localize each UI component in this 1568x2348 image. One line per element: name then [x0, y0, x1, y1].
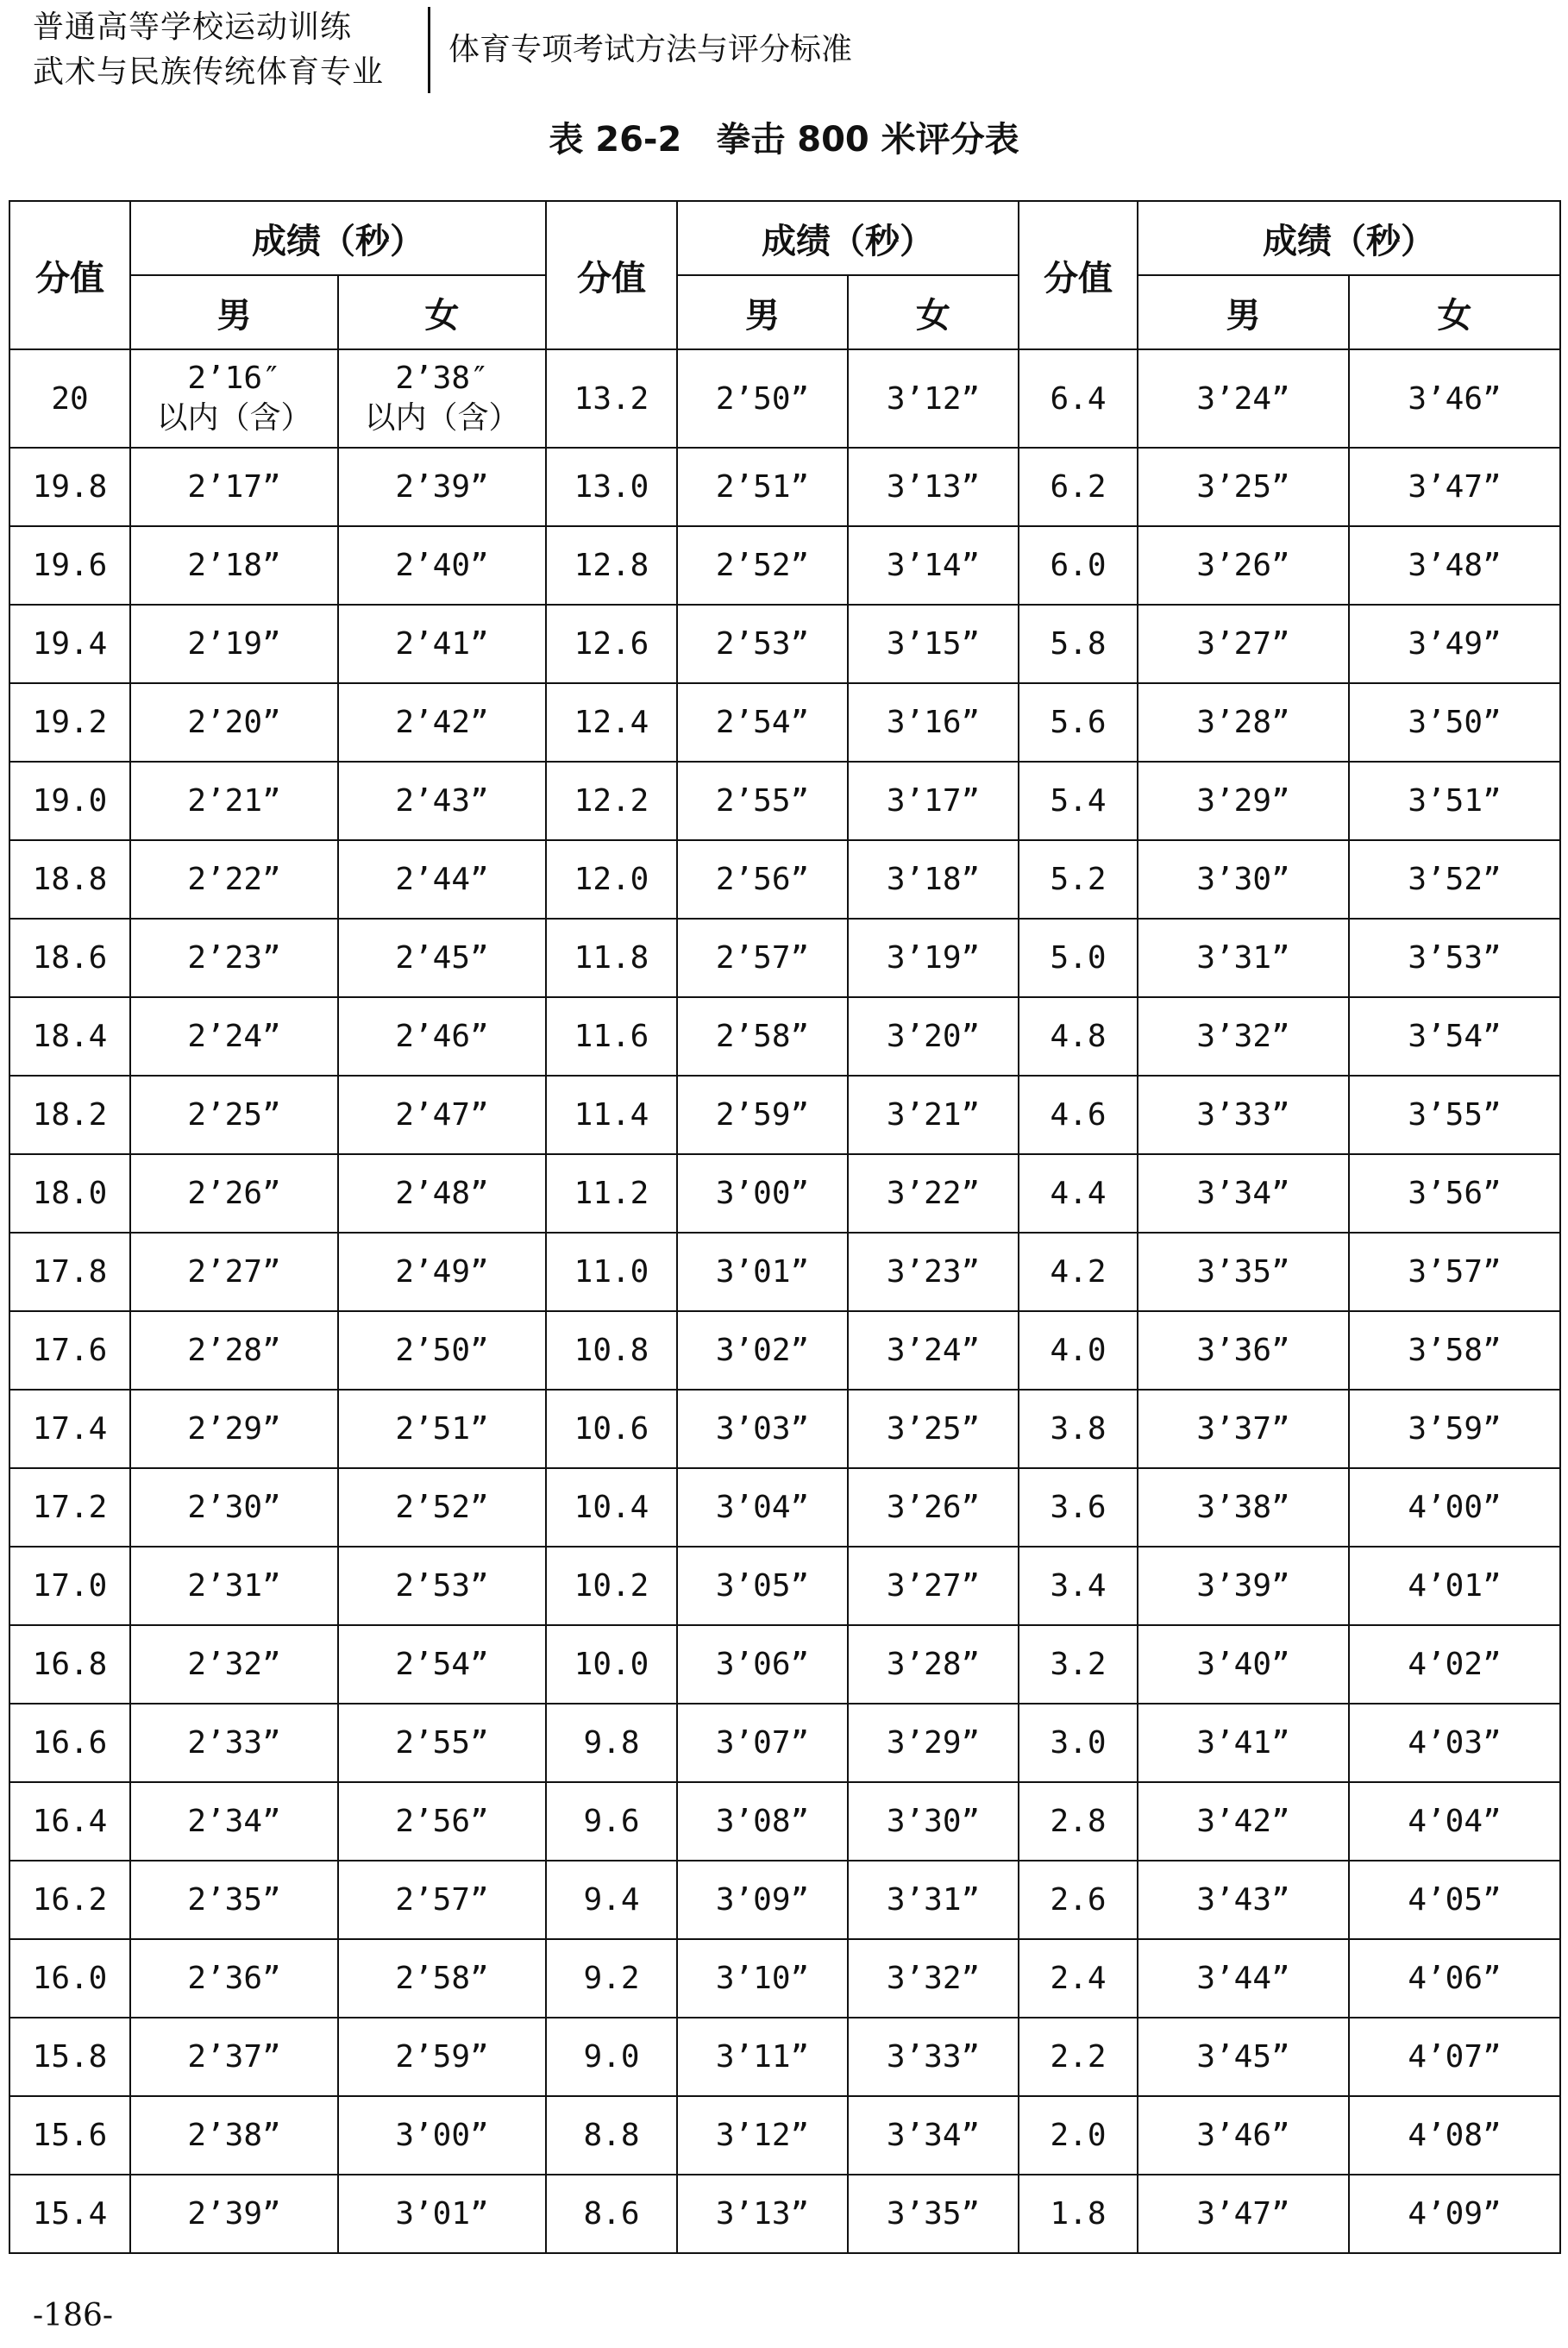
male-time-cell: 2’28” [130, 1311, 338, 1390]
table-row [9, 1390, 1560, 1468]
female-time-cell: 4’09” [1349, 2175, 1560, 2253]
male-time-cell: 2’21” [130, 762, 338, 840]
male-time-cell: 3’33” [1138, 1076, 1349, 1154]
score-cell: 11.4 [546, 1076, 677, 1154]
score-cell: 17.8 [9, 1233, 130, 1311]
score-cell: 6.4 [1019, 349, 1138, 448]
score-cell: 10.4 [546, 1468, 677, 1547]
score-cell: 2.6 [1019, 1861, 1138, 1939]
score-cell: 4.8 [1019, 997, 1138, 1076]
male-time-cell: 2’25” [130, 1076, 338, 1154]
male-time-cell: 3’42” [1138, 1782, 1349, 1861]
score-cell: 16.6 [9, 1704, 130, 1782]
male-column-header: 男 [677, 275, 848, 349]
male-time-cell: 2’37” [130, 2018, 338, 2096]
score-cell: 10.6 [546, 1390, 677, 1468]
female-time-cell: 3’57” [1349, 1233, 1560, 1311]
female-time-cell: 2’42” [338, 683, 546, 762]
score-table [9, 200, 1561, 2254]
table-title: 表 26-2 拳击 800 米评分表 [549, 120, 1019, 160]
score-cell: 5.8 [1019, 605, 1138, 683]
female-time-cell: 4’01” [1349, 1547, 1560, 1625]
male-time-cell: 3’35” [1138, 1233, 1349, 1311]
female-time-cell: 2’48” [338, 1154, 546, 1233]
female-time-cell: 2’51” [338, 1390, 546, 1468]
score-cell: 15.6 [9, 2096, 130, 2175]
score-cell: 8.6 [546, 2175, 677, 2253]
female-time-cell: 4’05” [1349, 1861, 1560, 1939]
male-column-header: 男 [130, 275, 338, 349]
table-row [9, 762, 1560, 840]
score-cell: 17.4 [9, 1390, 130, 1468]
female-time-cell: 3’53” [1349, 919, 1560, 997]
score-cell: 4.2 [1019, 1233, 1138, 1311]
score-column-header: 分值 [546, 201, 677, 349]
score-cell: 11.0 [546, 1233, 677, 1311]
female-time-cell: 3’27” [848, 1547, 1019, 1625]
score-cell: 3.0 [1019, 1704, 1138, 1782]
male-time-cell: 3’03” [677, 1390, 848, 1468]
score-cell: 6.2 [1019, 448, 1138, 526]
result-column-header: 成绩（秒） [677, 201, 1019, 275]
header-left-block [33, 5, 425, 95]
score-cell: 9.0 [546, 2018, 677, 2096]
male-time-cell: 2’34” [130, 1782, 338, 1861]
table-row [9, 1547, 1560, 1625]
score-cell: 12.4 [546, 683, 677, 762]
female-time-cell: 2’47” [338, 1076, 546, 1154]
female-time-cell: 2’44” [338, 840, 546, 919]
table-row [9, 997, 1560, 1076]
female-time-cell: 3’54” [1349, 997, 1560, 1076]
male-time-cell: 2’23” [130, 919, 338, 997]
score-cell: 13.2 [546, 349, 677, 448]
male-time-cell: 3’47” [1138, 2175, 1349, 2253]
score-cell: 13.0 [546, 448, 677, 526]
female-time-cell: 4’03” [1349, 1704, 1560, 1782]
female-time-note: 以内（含） [364, 400, 520, 436]
score-cell: 5.2 [1019, 840, 1138, 919]
female-time-cell: 3’21” [848, 1076, 1019, 1154]
score-cell: 10.0 [546, 1625, 677, 1704]
male-time-cell: 2’35” [130, 1861, 338, 1939]
score-cell: 12.6 [546, 605, 677, 683]
male-time-cell: 3’43” [1138, 1861, 1349, 1939]
female-time-cell: 3’15” [848, 605, 1019, 683]
female-time-cell: 3’51” [1349, 762, 1560, 840]
score-cell: 18.0 [9, 1154, 130, 1233]
male-time-cell: 2’22” [130, 840, 338, 919]
table-header-row-1 [9, 201, 1560, 275]
score-cell: 1.8 [1019, 2175, 1138, 2253]
male-time-cell: 2’29” [130, 1390, 338, 1468]
female-time-cell: 2’58” [338, 1939, 546, 2018]
score-cell: 4.4 [1019, 1154, 1138, 1233]
table-row [9, 2096, 1560, 2175]
table-row [9, 1154, 1560, 1233]
male-time-cell: 2’31” [130, 1547, 338, 1625]
female-time-cell: 3’55” [1349, 1076, 1560, 1154]
table-row [9, 1311, 1560, 1390]
male-time-cell: 2’50” [677, 349, 848, 448]
score-column-header: 分值 [1019, 201, 1138, 349]
female-column-header: 女 [1349, 275, 1560, 349]
male-time-cell: 2’18” [130, 526, 338, 605]
score-cell: 6.0 [1019, 526, 1138, 605]
male-time-cell: 3’10” [677, 1939, 848, 2018]
male-time-cell: 2’30” [130, 1468, 338, 1547]
score-cell: 3.8 [1019, 1390, 1138, 1468]
score-cell: 2.8 [1019, 1782, 1138, 1861]
male-time-cell: 3’37” [1138, 1390, 1349, 1468]
female-time-cell: 2’50” [338, 1311, 546, 1390]
female-time-cell: 3’24” [848, 1311, 1019, 1390]
score-cell: 9.6 [546, 1782, 677, 1861]
score-cell: 12.0 [546, 840, 677, 919]
score-cell: 20 [9, 349, 130, 448]
table-row [9, 1861, 1560, 1939]
score-cell: 5.6 [1019, 683, 1138, 762]
female-time-cell: 4’00” [1349, 1468, 1560, 1547]
score-cell: 2.4 [1019, 1939, 1138, 2018]
female-time-cell: 3’52” [1349, 840, 1560, 919]
male-time-cell: 3’40” [1138, 1625, 1349, 1704]
table-row [9, 2018, 1560, 2096]
male-time-cell: 3’11” [677, 2018, 848, 2096]
table-row [9, 1625, 1560, 1704]
score-cell: 18.4 [9, 997, 130, 1076]
male-time-cell: 3’04” [677, 1468, 848, 1547]
female-column-header: 女 [338, 275, 546, 349]
score-cell: 9.2 [546, 1939, 677, 2018]
female-time-cell: 3’29” [848, 1704, 1019, 1782]
male-time-cell: 2’39” [130, 2175, 338, 2253]
male-time-cell: 3’09” [677, 1861, 848, 1939]
female-time-cell: 3’16” [848, 683, 1019, 762]
male-time-cell: 3’05” [677, 1547, 848, 1625]
score-cell: 9.4 [546, 1861, 677, 1939]
female-time-cell: 2’52” [338, 1468, 546, 1547]
score-cell: 3.4 [1019, 1547, 1138, 1625]
female-time-cell: 3’30” [848, 1782, 1019, 1861]
score-column-header: 分值 [9, 201, 130, 349]
score-cell: 19.6 [9, 526, 130, 605]
table-row [9, 448, 1560, 526]
female-time-cell: 2’59” [338, 2018, 546, 2096]
score-cell: 18.6 [9, 919, 130, 997]
male-time-cell: 2’59” [677, 1076, 848, 1154]
male-time-cell: 3’13” [677, 2175, 848, 2253]
score-cell: 5.4 [1019, 762, 1138, 840]
table-row [9, 1939, 1560, 2018]
male-time-cell: 2’19” [130, 605, 338, 683]
female-time-cell: 2’55” [338, 1704, 546, 1782]
female-time-cell: 2’57” [338, 1861, 546, 1939]
male-time-cell: 2’54” [677, 683, 848, 762]
female-time-cell: 4’06” [1349, 1939, 1560, 2018]
male-time-cell: 2’20” [130, 683, 338, 762]
table-header-row-2 [9, 275, 1560, 349]
female-time-cell: 3’13” [848, 448, 1019, 526]
score-cell: 11.2 [546, 1154, 677, 1233]
result-column-header: 成绩（秒） [1138, 201, 1560, 275]
male-time-cell: 3’45” [1138, 2018, 1349, 2096]
male-time-cell: 2’57” [677, 919, 848, 997]
score-cell: 17.2 [9, 1468, 130, 1547]
score-cell: 15.8 [9, 2018, 130, 2096]
male-time-cell: 3’07” [677, 1704, 848, 1782]
female-time-cell: 4’07” [1349, 2018, 1560, 2096]
male-time-cell: 2’38” [130, 2096, 338, 2175]
header-divider [428, 7, 430, 93]
female-time-cell: 4’08” [1349, 2096, 1560, 2175]
male-time-cell: 3’24” [1138, 349, 1349, 448]
female-time-cell: 2’41” [338, 605, 546, 683]
male-time-cell: 2’55” [677, 762, 848, 840]
male-time-cell: 2’51” [677, 448, 848, 526]
female-time-cell: 2’56” [338, 1782, 546, 1861]
score-cell: 12.8 [546, 526, 677, 605]
female-time-cell: 3’18” [848, 840, 1019, 919]
score-cell: 8.8 [546, 2096, 677, 2175]
male-time-cell: 3’28” [1138, 683, 1349, 762]
score-cell: 19.4 [9, 605, 130, 683]
female-time-cell: 3’19” [848, 919, 1019, 997]
female-time-cell: 2’40” [338, 526, 546, 605]
score-cell: 10.2 [546, 1547, 677, 1625]
score-cell: 10.8 [546, 1311, 677, 1390]
male-time-cell: 2’53” [677, 605, 848, 683]
female-time-cell: 4’02” [1349, 1625, 1560, 1704]
score-cell: 16.0 [9, 1939, 130, 2018]
score-cell: 3.2 [1019, 1625, 1138, 1704]
table-row [9, 349, 1560, 448]
score-cell: 4.0 [1019, 1311, 1138, 1390]
score-cell: 5.0 [1019, 919, 1138, 997]
male-time-cell: 3’02” [677, 1311, 848, 1390]
male-time-cell: 2’33” [130, 1704, 338, 1782]
score-cell: 16.2 [9, 1861, 130, 1939]
female-time-cell: 3’28” [848, 1625, 1019, 1704]
score-cell: 18.8 [9, 840, 130, 919]
table-row [9, 2175, 1560, 2253]
male-time-note: 以内（含） [156, 400, 312, 436]
header-line-2: 武术与民族传统体育专业 [33, 54, 385, 90]
male-time-cell: 3’01” [677, 1233, 848, 1311]
female-time-cell: 3’26” [848, 1468, 1019, 1547]
female-time-cell: 3’33” [848, 2018, 1019, 2096]
score-cell: 12.2 [546, 762, 677, 840]
score-cell: 17.6 [9, 1311, 130, 1390]
female-time-cell: 2’46” [338, 997, 546, 1076]
male-time-cell: 2’24” [130, 997, 338, 1076]
male-time-cell: 3’06” [677, 1625, 848, 1704]
male-time-cell: 3’38” [1138, 1468, 1349, 1547]
score-cell: 17.0 [9, 1547, 130, 1625]
female-time-cell: 3’32” [848, 1939, 1019, 2018]
male-time-cell: 2’52” [677, 526, 848, 605]
male-time-cell: 3’32” [1138, 997, 1349, 1076]
score-cell: 16.4 [9, 1782, 130, 1861]
male-time-cell: 3’25” [1138, 448, 1349, 526]
male-time-cell: 3’29” [1138, 762, 1349, 840]
score-cell: 2.0 [1019, 2096, 1138, 2175]
female-time-cell: 2’43” [338, 762, 546, 840]
female-time-cell: 3’59” [1349, 1390, 1560, 1468]
female-time-cell: 3’25” [848, 1390, 1019, 1468]
female-time-cell: 2’53” [338, 1547, 546, 1625]
male-time-cell [130, 349, 338, 448]
female-time-cell: 3’58” [1349, 1311, 1560, 1390]
female-time-cell: 2’49” [338, 1233, 546, 1311]
male-time-cell: 3’31” [1138, 919, 1349, 997]
male-time-cell: 2’58” [677, 997, 848, 1076]
table-row [9, 919, 1560, 997]
table-row [9, 683, 1560, 762]
female-time-cell: 3’01” [338, 2175, 546, 2253]
male-column-header: 男 [1138, 275, 1349, 349]
male-time-cell: 2’27” [130, 1233, 338, 1311]
header-line-1: 普通高等学校运动训练 [33, 9, 353, 45]
female-time-cell: 3’48” [1349, 526, 1560, 605]
score-cell: 9.8 [546, 1704, 677, 1782]
female-time-cell: 2’45” [338, 919, 546, 997]
score-cell: 4.6 [1019, 1076, 1138, 1154]
score-cell: 11.6 [546, 997, 677, 1076]
female-time-value: 2’38″ [395, 361, 489, 396]
female-time-cell: 3’12” [848, 349, 1019, 448]
table-row [9, 1233, 1560, 1311]
table-row [9, 1468, 1560, 1547]
female-time-cell: 3’14” [848, 526, 1019, 605]
table-row [9, 605, 1560, 683]
male-time-cell: 3’12” [677, 2096, 848, 2175]
female-time-cell: 3’50” [1349, 683, 1560, 762]
page-number: -186- [33, 2298, 114, 2333]
male-time-cell: 3’30” [1138, 840, 1349, 919]
female-time-cell: 3’46” [1349, 349, 1560, 448]
female-time-cell: 3’35” [848, 2175, 1019, 2253]
female-time-cell: 3’17” [848, 762, 1019, 840]
result-column-header: 成绩（秒） [130, 201, 546, 275]
female-time-cell: 2’39” [338, 448, 546, 526]
score-cell: 15.4 [9, 2175, 130, 2253]
header-right-title: 体育专项考试方法与评分标准 [448, 32, 853, 67]
female-time-cell: 3’47” [1349, 448, 1560, 526]
male-time-cell: 2’17” [130, 448, 338, 526]
female-time-cell [338, 349, 546, 448]
male-time-cell: 3’00” [677, 1154, 848, 1233]
male-time-cell: 3’46” [1138, 2096, 1349, 2175]
male-time-cell: 3’44” [1138, 1939, 1349, 2018]
score-cell: 19.8 [9, 448, 130, 526]
score-cell: 2.2 [1019, 2018, 1138, 2096]
male-time-cell: 2’36” [130, 1939, 338, 2018]
score-cell: 11.8 [546, 919, 677, 997]
female-time-cell: 3’00” [338, 2096, 546, 2175]
female-time-cell: 3’34” [848, 2096, 1019, 2175]
table-row [9, 526, 1560, 605]
male-time-cell: 2’32” [130, 1625, 338, 1704]
female-time-cell: 4’04” [1349, 1782, 1560, 1861]
male-time-cell: 3’08” [677, 1782, 848, 1861]
female-time-cell: 3’20” [848, 997, 1019, 1076]
table-row [9, 1782, 1560, 1861]
female-time-cell: 2’54” [338, 1625, 546, 1704]
male-time-cell: 3’36” [1138, 1311, 1349, 1390]
male-time-cell: 3’27” [1138, 605, 1349, 683]
male-time-cell: 3’39” [1138, 1547, 1349, 1625]
female-time-cell: 3’56” [1349, 1154, 1560, 1233]
male-time-cell: 2’26” [130, 1154, 338, 1233]
table-row [9, 840, 1560, 919]
female-time-cell: 3’49” [1349, 605, 1560, 683]
table-row [9, 1076, 1560, 1154]
male-time-value: 2’16″ [187, 361, 281, 396]
male-time-cell: 3’34” [1138, 1154, 1349, 1233]
score-cell: 19.2 [9, 683, 130, 762]
score-cell: 18.2 [9, 1076, 130, 1154]
score-cell: 19.0 [9, 762, 130, 840]
male-time-cell: 2’56” [677, 840, 848, 919]
male-time-cell: 3’41” [1138, 1704, 1349, 1782]
table-row [9, 1704, 1560, 1782]
score-cell: 16.8 [9, 1625, 130, 1704]
female-time-cell: 3’23” [848, 1233, 1019, 1311]
score-cell: 3.6 [1019, 1468, 1138, 1547]
male-time-cell: 3’26” [1138, 526, 1349, 605]
female-column-header: 女 [848, 275, 1019, 349]
female-time-cell: 3’31” [848, 1861, 1019, 1939]
female-time-cell: 3’22” [848, 1154, 1019, 1233]
